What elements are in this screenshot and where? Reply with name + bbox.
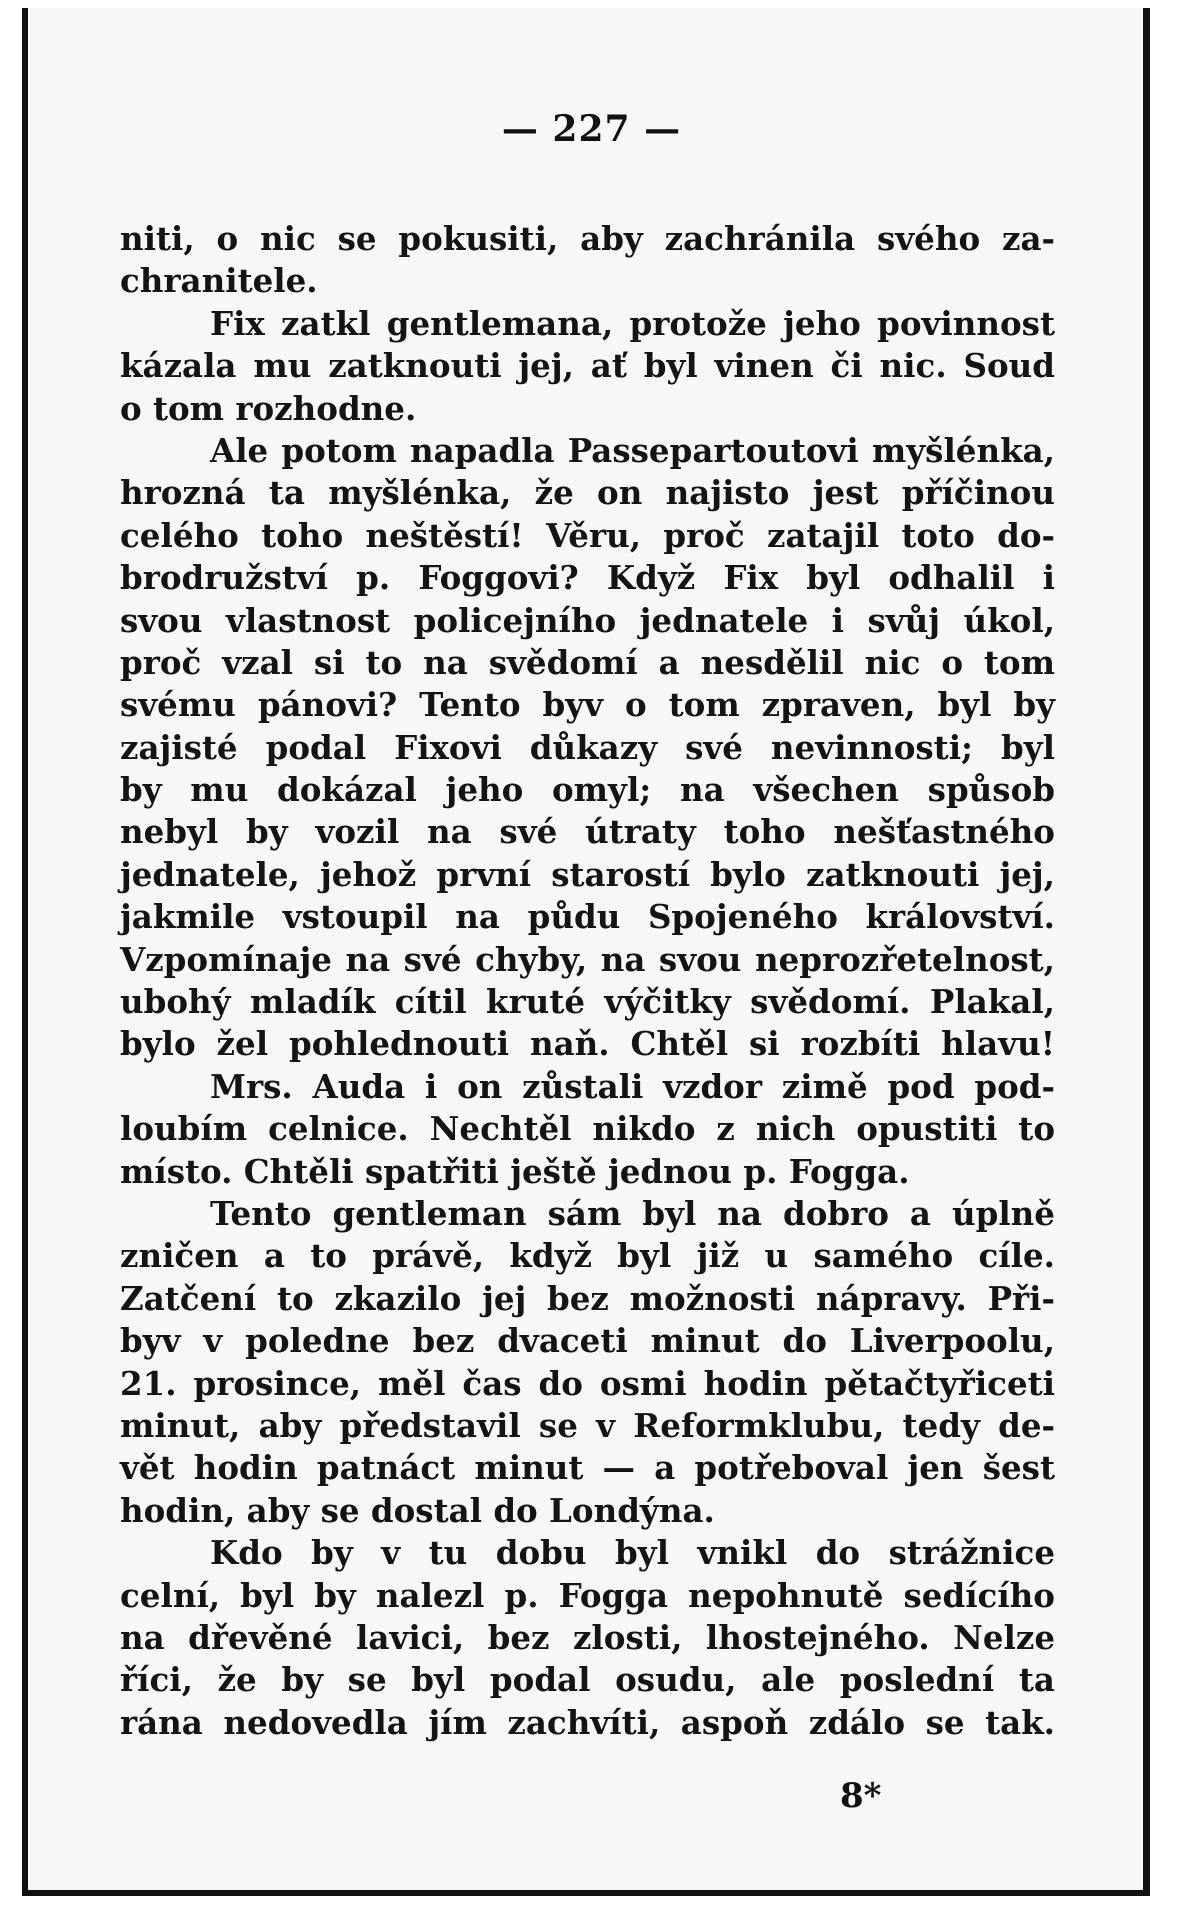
text-line: ubohý mladík cítil kruté výčitky svědomí. Plakal, <box>120 982 1055 1022</box>
text-line: by mu dokázal jeho omyl; na všechen spůsob <box>120 770 1055 810</box>
text-line: Mrs. Auda i on zůstali vzdor zimě pod pod- <box>210 1066 1055 1106</box>
text-line: jakmile vstoupil na půdu Spojeného království. <box>120 897 1055 937</box>
text-line: Ale potom napadla Passepartoutovi myšlénka, <box>210 430 1055 470</box>
text-line: zničen a to právě, když byl již u samého cíle. <box>120 1236 1055 1276</box>
text-line: zajisté podal Fixovi důkazy své nevinnosti; byl <box>120 727 1055 767</box>
text-line: hrozná ta myšlénka, že on najisto jest příčinou <box>120 473 1055 513</box>
text-line: Kdo by v tu dobu byl vnikl do strážnice <box>210 1533 1055 1573</box>
text-line: jednatele, jehož první starostí bylo zatknouti jej, <box>120 854 1055 894</box>
text-line: 21. prosince, měl čas do osmi hodin pětačtyřiceti <box>120 1363 1055 1403</box>
text-line: místo. Chtěli spatřiti ještě jednou p. Fogga. <box>120 1151 910 1191</box>
text-line: vět hodin patnáct minut — a potřeboval jen šest <box>120 1448 1055 1488</box>
text-line: minut, aby představil se v Reformklubu, tedy de- <box>120 1405 1055 1445</box>
text-line: Zatčení to zkazilo jej bez možnosti nápravy. Při- <box>120 1278 1055 1318</box>
text-line: říci, že by se byl podal osudu, ale poslední ta <box>120 1660 1055 1700</box>
text-line: o tom rozhodne. <box>120 388 417 428</box>
text-line: nebyl by vozil na své útraty toho nešťastného <box>120 812 1055 852</box>
text-line: brodružství p. Foggovi? Když Fix byl odhalil i <box>120 558 1055 598</box>
text-line: proč vzal si to na svědomí a nesdělil nic o tom <box>120 642 1055 682</box>
text-line: celní, byl by nalezl p. Fogga nepohnutě sedícího <box>120 1575 1055 1615</box>
text-line: hodin, aby se dostal do Londýna. <box>120 1490 715 1530</box>
text-line: na dřevěné lavici, bez zlosti, lhostejného. Nelze <box>120 1617 1055 1657</box>
text-line: kázala mu zatknouti jej, ať byl vinen či nic. Soud <box>120 346 1055 386</box>
text-line: niti, o nic se pokusiti, aby zachránila svého za- <box>120 219 1055 258</box>
text-line: chranitele. <box>120 261 318 301</box>
text-line: Tento gentleman sám byl na dobro a úplně <box>210 1193 1055 1233</box>
text-line: rána nedovedla jím zachvíti, aspoň zdálo se tak. <box>120 1702 1055 1742</box>
text-line: svému pánovi? Tento byv o tom zpraven, byl by <box>120 685 1055 725</box>
page-number: — 227 — <box>501 108 682 150</box>
body-text <box>120 218 1055 1744</box>
text-line: celého toho neštěstí! Věru, proč zatajil toto do- <box>120 515 1055 555</box>
signature-mark: 8* <box>840 1776 882 1816</box>
text-line: loubím celnice. Nechtěl nikdo z nich opustiti to <box>120 1109 1055 1149</box>
text-line: svou vlastnost policejního jednatele i svůj úkol, <box>120 600 1055 640</box>
text-line: byv v poledne bez dvaceti minut do Liverpoolu, <box>120 1321 1055 1361</box>
text-line: bylo žel pohlednouti naň. Chtěl si rozbíti hlavu! <box>120 1024 1055 1064</box>
text-line: Vzpomínaje na své chyby, na svou neprozřetelnost, <box>120 939 1055 979</box>
text-line: Fix zatkl gentlemana, protože jeho povinnost <box>210 303 1055 343</box>
